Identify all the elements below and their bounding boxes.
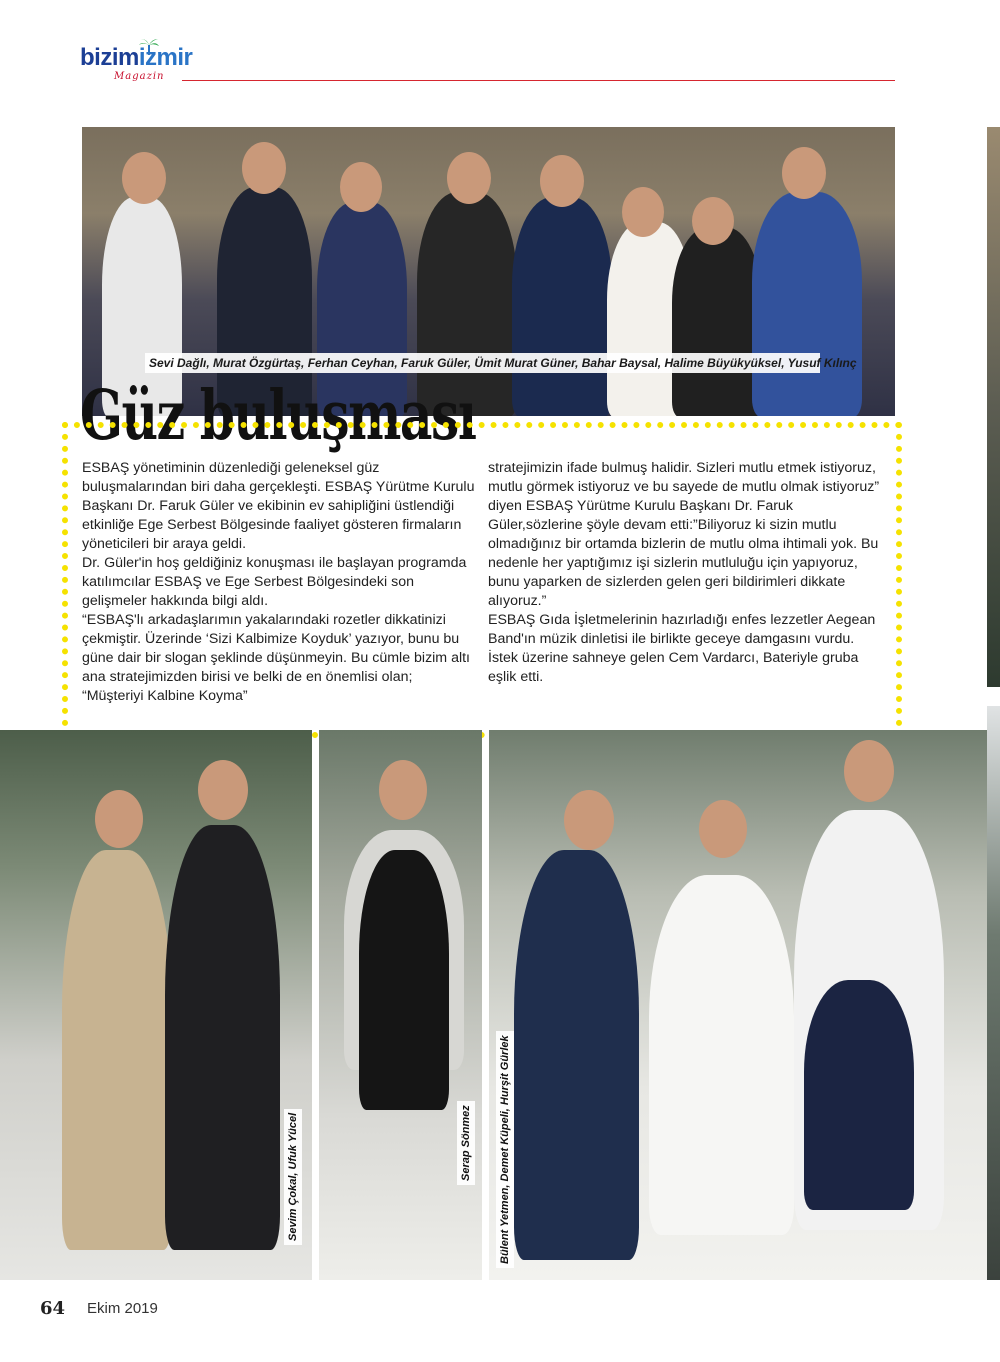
photo-caption-bottom-middle: Serap Sönmez — [457, 1101, 475, 1185]
logo-subtitle: Magazin — [114, 71, 165, 82]
palm-tree-icon — [138, 38, 160, 56]
adjacent-photo-top — [987, 127, 1000, 687]
photo-bottom-left — [0, 730, 312, 1280]
magazine-logo — [80, 44, 220, 90]
article-column-left — [82, 459, 477, 706]
photo-bottom-right — [489, 730, 987, 1280]
photo-caption-bottom-right: Bülent Yetmen, Demet Küpeli, Hurşit Gürlek — [496, 1031, 514, 1268]
page-number: 64 — [40, 1298, 66, 1319]
adjacent-photo-bottom — [987, 706, 1000, 1280]
logo-wordmark: bizimizmir — [80, 44, 193, 71]
article-paragraph: stratejimizin ifade bulmuş halidir. Sizleri mutlu etmek istiyoruz, mutlu görmek istiyoruz ve bu sayede de mutlu olmak istiyoruz” diyen ESBAŞ Yürütme Kurulu Başkanı Dr. Faruk Güler,sözlerine şöyle devam etti:”Biliyoruz ki sizin mutlu olmadığınız bir ortamda bizlerin de mutlu olma ihtimali yok. Bu nedenle her yaptığımız işi sizlerin mutluluğu için yapıyoruz, bunu yaparken de sizlerden gelen geri bildirimleri dikkate alıyoruz.” — [488, 460, 880, 609]
photo-bottom-middle — [319, 730, 482, 1280]
article-title: Güz buluşması — [80, 376, 476, 456]
article-paragraph: ESBAŞ Gıda İşletmelerinin hazırladığı enfes lezzetler Aegean Band'ın müzik dinletisi ile birlikte geceye damgasını vurdu. İstek üzerine sahneye gelen Cem Vardarcı, Bateriyle gruba eşlik etti. — [488, 612, 876, 685]
photo-caption-bottom-left: Sevim Çokal, Ufuk Yücel — [284, 1109, 302, 1245]
article-column-right — [488, 459, 888, 687]
article-paragraph: ESBAŞ yönetiminin düzenlediği geleneksel güz buluşmalarından biri daha gerçekleşti. ESBAŞ Yürütme Kurulu Başkanı Dr. Faruk Güler ve ekibinin ev sahipliğini üstlendiği etkinliğe Ege Serbest Bölgesinde faaliyet gösteren firmaların yöneticileri bir araya geldi. — [82, 460, 475, 552]
issue-date: Ekim 2019 — [87, 1300, 158, 1317]
group-photo-caption: Sevi Dağlı, Murat Özgürtaş, Ferhan Ceyhan, Faruk Güler, Ümit Murat Güner, Bahar Baysal, Halime Büyükyüksel, Yusuf Kılınç — [145, 353, 820, 373]
article-paragraph: Dr. Güler'in hoş geldiğiniz konuşması ile başlayan programda katılımcılar ESBAŞ ve Ege Serbest Bölgesindeki son gelişmeler hakkında bilgi aldı. — [82, 555, 467, 609]
header-rule — [182, 80, 895, 81]
article-paragraph: “ESBAŞ'lı arkadaşlarımın yakalarındaki rozetler dikkatinizi çekmiştir. Üzerinde ‘Sizi Kalbimize Koyduk’ yazıyor, bunu bu güne dair bir slogan şeklinde düşünmeyin. Bu cümle bizim altı ana stratejimizden birisi ve belki de en önemlisi olan; “Müşteriyi Kalbine Koyma” — [82, 612, 470, 704]
